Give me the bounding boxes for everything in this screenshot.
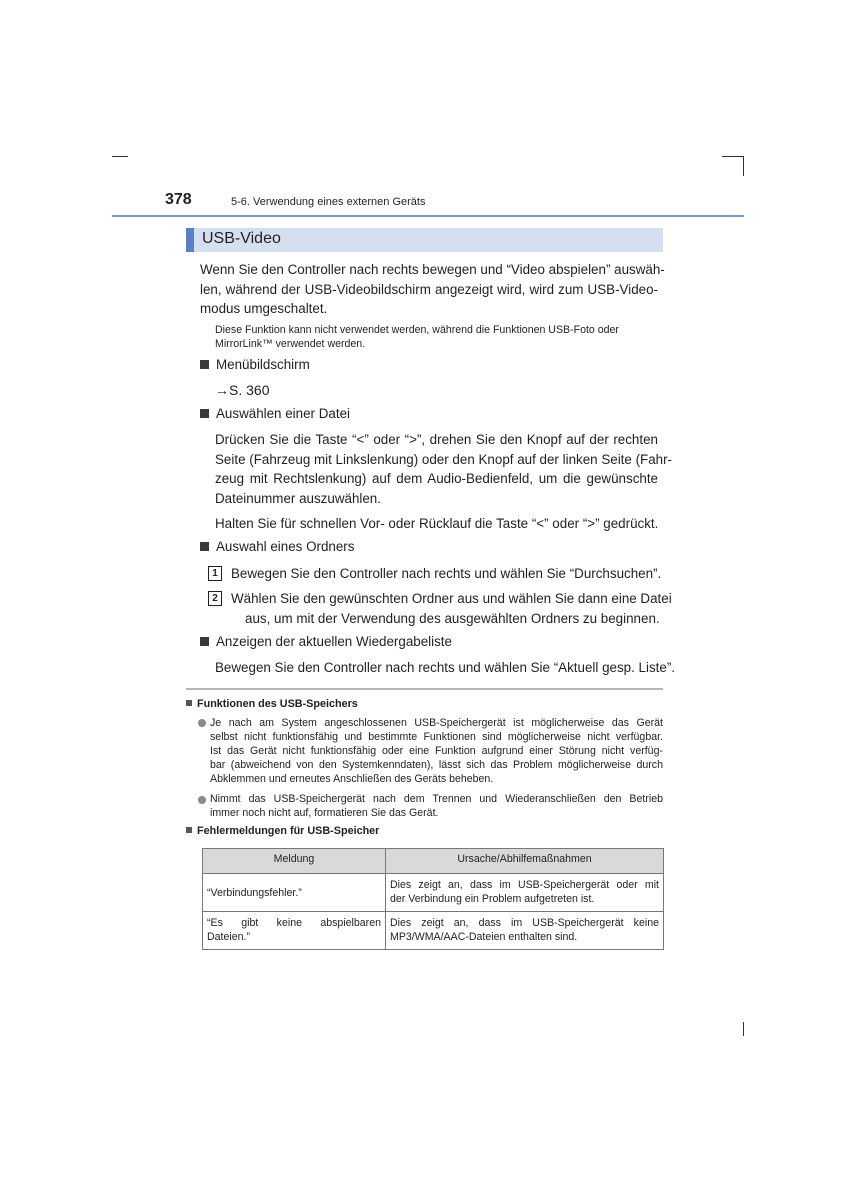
cause-line: der Verbindung ein Problem aufgetreten ist.	[390, 893, 595, 905]
bullet-line: immer noch nicht auf, formatieren Sie das Gerät.	[210, 807, 439, 819]
message-cell	[203, 912, 386, 950]
section-divider	[186, 688, 663, 690]
cause-line: Dies zeigt an, dass im USB-Speichergerät keine	[390, 917, 659, 929]
crop-mark-top-right-h	[722, 156, 744, 157]
error-messages-heading-text: Fehlermeldungen für USB-Speicher	[197, 825, 380, 837]
crop-mark-top-right-v	[743, 156, 744, 176]
table-header-row	[203, 849, 664, 874]
column-header-cause: Ursache/Abhilfemaßnahmen	[386, 849, 664, 874]
usb-functions-bullet-2	[210, 792, 663, 820]
step-1-text	[231, 564, 661, 584]
step-2-text	[231, 589, 672, 628]
table-row	[203, 874, 664, 912]
select-folder-heading	[200, 539, 354, 554]
intro-line: Wenn Sie den Controller nach rechts bewegen und “Video abspielen” auswäh-	[200, 262, 665, 277]
running-head: 5-6. Verwendung eines externen Geräts	[231, 196, 426, 208]
message-line: “Es gibt keine abspielbaren	[207, 917, 381, 929]
note-line: Diese Funktion kann nicht verwendet werden, während die Funktionen USB-Foto oder	[215, 324, 619, 336]
table-row	[203, 912, 664, 950]
square-bullet-icon	[200, 637, 209, 646]
select-file-line: zeug mit Rechtslenkung) auf dem Audio-Bedienfeld, um die gewünschte	[215, 471, 658, 487]
square-bullet-icon	[200, 360, 209, 369]
column-header-message: Meldung	[203, 849, 386, 874]
step-number-badge: 1	[208, 566, 222, 581]
select-file-heading-text: Auswählen einer Datei	[216, 406, 350, 421]
circle-bullet-icon	[198, 719, 206, 727]
menu-screen-heading-text: Menübildschirm	[216, 357, 310, 372]
square-bullet-icon	[200, 542, 209, 551]
menu-screen-heading	[200, 357, 310, 372]
crop-mark-top-left	[112, 156, 128, 157]
usb-functions-bullet-1	[210, 716, 663, 786]
bullet-line: Je nach am System angeschlossenen USB-Speichergerät ist möglicherweise das Gerät	[210, 717, 663, 729]
bullet-line: bar (abweichend von den Systemkenndaten), lässt sich das Problem möglicherweise durch	[210, 759, 663, 771]
select-folder-heading-text: Auswahl eines Ordners	[216, 539, 355, 554]
bullet-line: Nimmt das USB-Speichergerät nach dem Trennen und Wiederanschließen den Betrieb	[210, 793, 663, 805]
note-text	[215, 323, 659, 351]
square-bullet-icon	[200, 409, 209, 418]
fast-forward-paragraph	[215, 514, 658, 534]
intro-line: modus umgeschaltet.	[200, 301, 328, 317]
current-list-heading-text: Anzeigen der aktuellen Wiedergabeliste	[216, 634, 452, 649]
current-list-text: Bewegen Sie den Controller nach rechts und wählen Sie “Aktuell gesp. Liste”.	[215, 660, 676, 675]
step-line: aus, um mit der Verwendung des ausgewählten Ordners zu beginnen.	[245, 610, 660, 626]
fast-forward-text: Halten Sie für schnellen Vor- oder Rücklauf die Taste “<” oder “>” gedrückt.	[215, 516, 659, 531]
header-rule	[112, 215, 744, 217]
select-file-line: Seite (Fahrzeug mit Linkslenkung) oder den Knopf auf der linken Seite (Fahr-	[215, 451, 673, 467]
note-line: MirrorLink™ verwendet werden.	[215, 338, 366, 350]
intro-line: len, während der USB-Videobildschirm angezeigt wird, wird zum USB-Video-	[200, 281, 658, 297]
bullet-line: Abklemmen und erneutes Anschließen des Geräts beheben.	[210, 773, 494, 785]
square-bullet-icon	[186, 700, 192, 706]
usb-functions-heading-text: Funktionen des USB-Speichers	[197, 698, 358, 710]
bullet-line: Ist das Gerät nicht funktionsfähig oder eine Funktion aufgrund einer Störung nicht verfüg-	[210, 745, 663, 757]
message-cell	[203, 874, 386, 912]
message-line: Dateien.”	[207, 931, 250, 943]
circle-bullet-icon	[198, 796, 206, 804]
section-title: USB-Video	[202, 230, 281, 247]
step-number-badge: 2	[208, 591, 222, 606]
error-messages-heading	[186, 825, 379, 837]
step-line: Bewegen Sie den Controller nach rechts und wählen Sie “Durchsuchen”.	[231, 566, 662, 581]
crop-mark-bottom-right	[743, 1022, 744, 1036]
square-bullet-icon	[186, 827, 192, 833]
message-text: “Verbindungsfehler.”	[207, 886, 302, 899]
page-reference-link[interactable]	[215, 381, 269, 401]
current-list-paragraph	[215, 658, 675, 678]
step-line: Wählen Sie den gewünschten Ordner aus und wählen Sie dann eine Datei	[231, 591, 672, 606]
select-file-heading	[200, 406, 350, 421]
error-messages-table	[202, 848, 664, 950]
cause-line: MP3/WMA/AAC-Dateien enthalten sind.	[390, 931, 578, 943]
current-list-heading	[200, 634, 452, 649]
cause-cell	[386, 874, 664, 912]
page-reference-text: →S. 360	[215, 382, 270, 398]
intro-paragraph	[200, 260, 665, 319]
usb-functions-heading	[186, 698, 358, 710]
section-heading-bar	[186, 228, 663, 252]
select-file-paragraph	[215, 430, 673, 508]
bullet-line: selbst nicht funktionsfähig und bestimmte Funktionen sind möglicherweise nicht verfügbar.	[210, 731, 663, 743]
cause-line: Dies zeigt an, dass im USB-Speichergerät oder mit	[390, 879, 659, 891]
select-file-line: Dateinummer auszuwählen.	[215, 490, 381, 506]
cause-cell	[386, 912, 664, 950]
select-file-line: Drücken Sie die Taste “<” oder “>”, drehen Sie den Knopf auf der rechten	[215, 432, 658, 447]
page-number: 378	[165, 191, 192, 208]
